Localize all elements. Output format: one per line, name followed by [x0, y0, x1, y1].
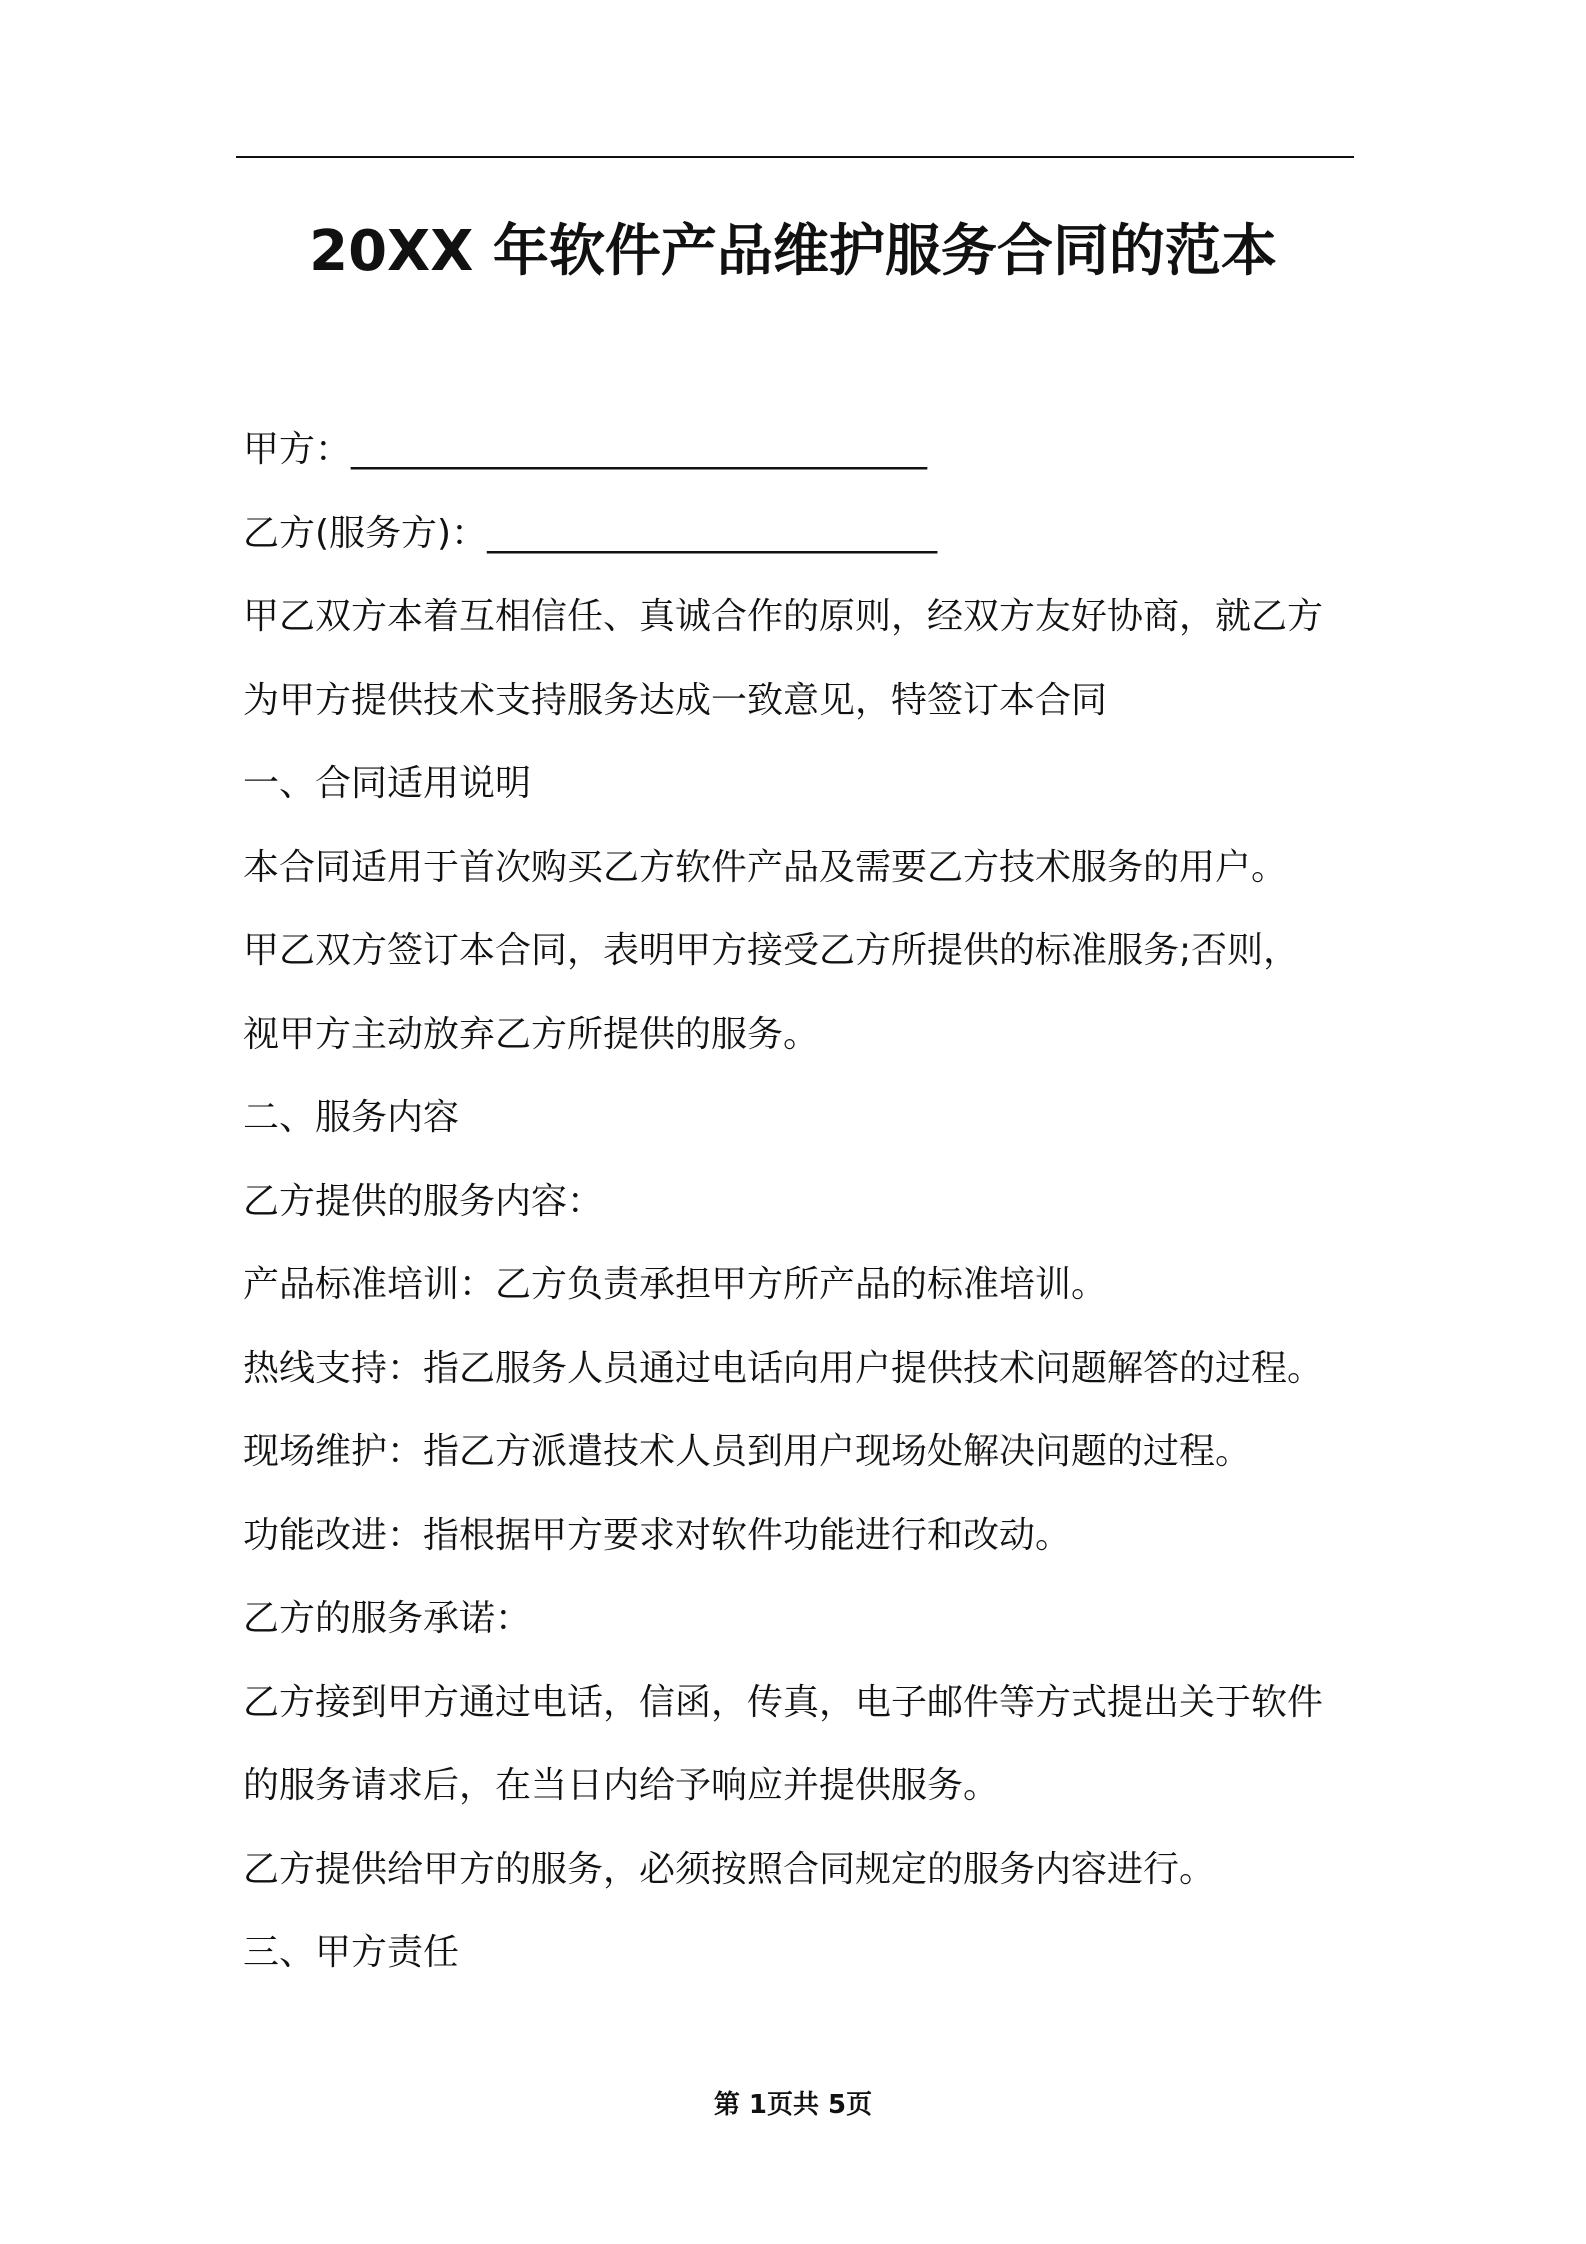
- paragraph-line: 热线支持：指乙服务人员通过电话向用户提供技术问题解答的过程。: [243, 1347, 1324, 1389]
- paragraph-line: 为甲方提供技术支持服务达成一致意见，特签订本合同: [243, 679, 1108, 721]
- header-divider: [236, 156, 1354, 158]
- paragraph-line: 乙方提供的服务内容：: [243, 1180, 604, 1222]
- party-a-field: 甲方：________________________________: [243, 429, 928, 470]
- paragraph-line: 产品标准培训：乙方负责承担甲方所产品的标准培训。: [243, 1264, 1108, 1305]
- paragraph-line: 甲乙双方本着互相信任、真诚合作的原则，经双方友好协商，就乙方: [243, 596, 1324, 637]
- paragraph-line: 现场维护：指乙方派遣技术人员到用户现场处解决问题的过程。: [243, 1431, 1252, 1472]
- paragraph-line: 乙方的服务承诺：: [243, 1598, 532, 1639]
- paragraph-line: 本合同适用于首次购买乙方软件产品及需要乙方技术服务的用户。: [243, 846, 1288, 888]
- paragraph-line: 甲乙双方签订本合同，表明甲方接受乙方所提供的标准服务;否则，: [243, 930, 1300, 971]
- document-body: [243, 408, 1353, 1995]
- section-heading: 二、服务内容: [243, 1097, 460, 1138]
- paragraph-line: 乙方接到甲方通过电话，信函，传真，电子邮件等方式提出关于软件: [243, 1681, 1324, 1723]
- document-title: 20XX 年软件产品维护服务合同的范本: [309, 219, 1277, 284]
- section-heading: 三、甲方责任: [243, 1932, 460, 1973]
- paragraph-line: 视甲方主动放弃乙方所提供的服务。: [243, 1013, 820, 1055]
- paragraph-line: 的服务请求后，在当日内给予响应并提供服务。: [243, 1765, 1000, 1806]
- paragraph-line: 功能改进：指根据甲方要求对软件功能进行和改动。: [243, 1514, 1072, 1556]
- paragraph-line: 乙方提供给甲方的服务，必须按照合同规定的服务内容进行。: [243, 1848, 1216, 1890]
- section-heading: 一、合同适用说明: [243, 763, 532, 804]
- party-b-field: 乙方(服务方)：_________________________: [243, 512, 938, 554]
- page-number-footer: 第 1页共 5页: [713, 2090, 873, 2120]
